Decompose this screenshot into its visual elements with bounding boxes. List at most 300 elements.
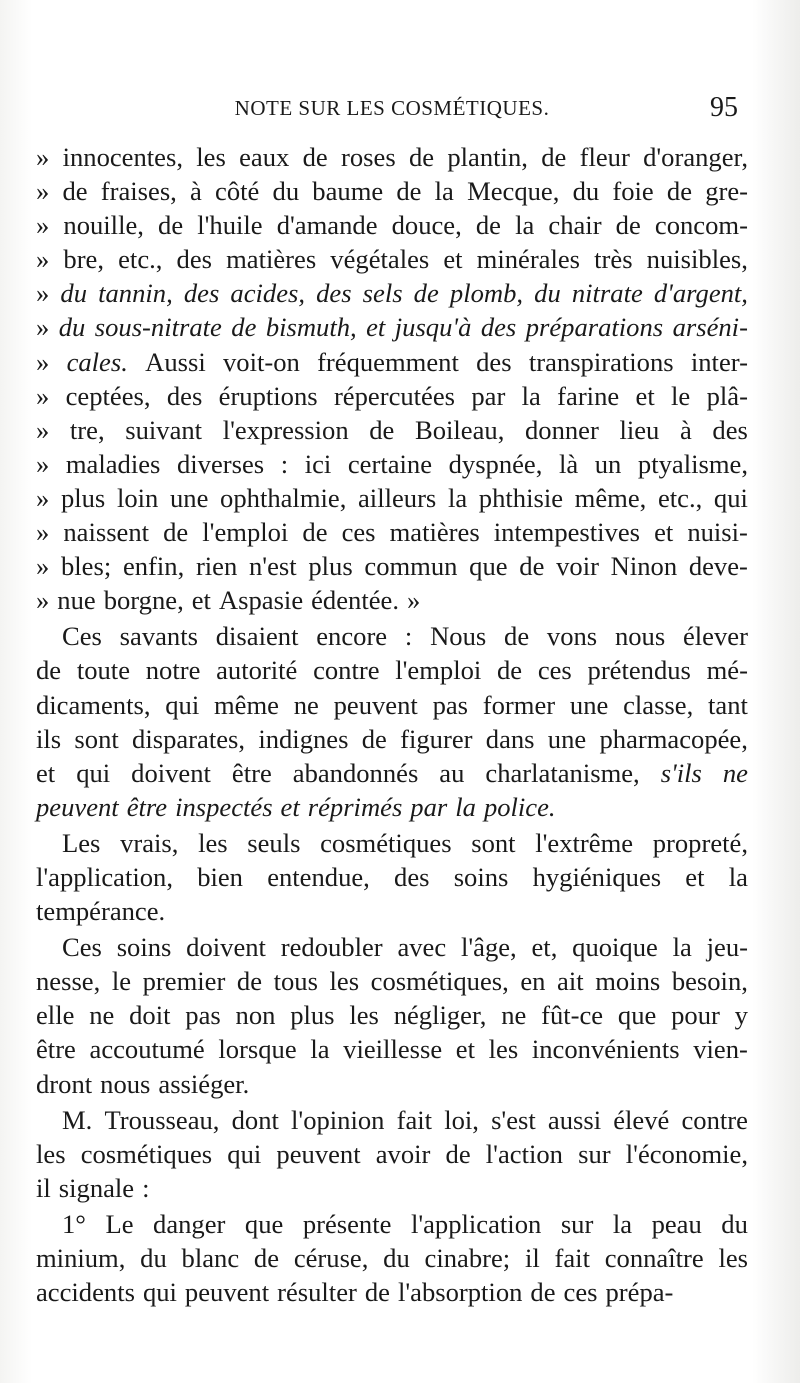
word: du: [572, 176, 600, 207]
word: accoutumé: [89, 1034, 205, 1065]
word: fait: [396, 1104, 433, 1135]
word: de: [408, 142, 435, 172]
word: de: [413, 278, 439, 309]
word: de: [62, 176, 88, 207]
word: bismuth,: [265, 312, 357, 343]
word: mé-: [706, 655, 748, 686]
word: de: [504, 621, 530, 652]
running-header: [36, 92, 748, 126]
word: un: [594, 448, 622, 479]
text-line: [36, 998, 748, 1032]
word: jusqu'à: [394, 312, 472, 343]
word: ne: [501, 1000, 527, 1031]
word: toute: [76, 655, 131, 686]
word: transpirations: [528, 346, 674, 377]
word: s'ils: [660, 757, 702, 788]
word: des: [712, 414, 748, 445]
word: peuvent: [333, 689, 418, 720]
word: non: [235, 1000, 276, 1031]
word: présente: [302, 1208, 392, 1239]
word: de: [361, 723, 387, 754]
word: plantin,: [447, 142, 528, 172]
text-line: [36, 930, 748, 964]
word: ils: [36, 723, 62, 754]
word: les: [349, 1000, 379, 1031]
text-line: [36, 1032, 748, 1066]
word: cosmétiques: [320, 827, 452, 858]
word: végétales: [330, 244, 430, 275]
word: une: [169, 482, 209, 513]
word: que: [244, 1208, 284, 1239]
word: de: [497, 655, 523, 686]
word: sont: [471, 827, 516, 858]
word: loin: [116, 482, 159, 513]
word: pharmacopée,: [599, 723, 748, 754]
text-line: [36, 345, 748, 379]
word: ces: [563, 1277, 598, 1308]
word: la: [612, 1208, 633, 1239]
word: minérales: [476, 244, 581, 275]
word: ne: [722, 757, 748, 788]
text-line: [36, 894, 748, 928]
word: même: [213, 689, 279, 720]
word: négliger,: [393, 1000, 487, 1031]
word: cales.: [66, 346, 128, 377]
word: sous-nitrate: [94, 312, 222, 343]
word: nouille,: [63, 210, 144, 241]
word: du: [58, 312, 86, 343]
word: sur: [578, 1138, 611, 1169]
word: minium,: [36, 1243, 126, 1273]
word: tempérance.: [36, 896, 166, 927]
word: roses: [341, 142, 396, 172]
word: signale: [58, 1172, 135, 1203]
word: cosmétiques: [80, 1138, 213, 1169]
word: chair: [548, 210, 602, 241]
text-line: [36, 1103, 748, 1137]
word: Le: [105, 1208, 134, 1239]
text-line: [36, 1275, 748, 1309]
word: Mecque,: [467, 176, 560, 207]
word: de: [530, 1277, 556, 1308]
text-line: [36, 413, 748, 447]
word: ptyalisme,: [637, 448, 748, 479]
word: peuvent: [36, 791, 119, 822]
word: de: [541, 142, 567, 172]
word: le: [671, 380, 691, 411]
word: »: [36, 312, 50, 343]
word: prétendus: [587, 655, 691, 686]
word: »: [36, 517, 50, 548]
word: pour: [671, 1000, 720, 1031]
word: dont: [231, 1104, 279, 1135]
word: nuisibles,: [646, 244, 748, 275]
word: assiéger.: [158, 1068, 250, 1099]
word: élever: [682, 621, 748, 652]
word: elle: [36, 1000, 75, 1031]
paragraph: [36, 1103, 748, 1205]
word: très: [594, 244, 633, 275]
page-number: 95: [710, 92, 738, 123]
word: arséni-: [672, 312, 748, 343]
running-title: NOTE SUR LES COSMÉTIQUES.: [234, 96, 550, 120]
word: Les: [62, 827, 101, 858]
word: la: [728, 861, 748, 892]
word: sont: [74, 723, 119, 754]
text-line: [36, 1207, 748, 1241]
word: nesse,: [36, 966, 101, 997]
text-line: [36, 379, 748, 413]
word: les: [198, 827, 228, 858]
word: de: [615, 210, 641, 241]
word: Nous: [430, 621, 487, 652]
text-line: [36, 549, 748, 583]
word: peau: [651, 1208, 702, 1239]
word: matières: [389, 517, 480, 548]
word: ceptées,: [65, 380, 151, 411]
word: l'absorption: [397, 1277, 523, 1308]
word: cosmétiques,: [370, 966, 509, 997]
word: entendue,: [267, 861, 370, 892]
word: la: [455, 791, 476, 822]
word: voit-on: [222, 346, 300, 377]
word: fréquemment: [317, 346, 459, 377]
word: matières: [226, 244, 317, 275]
word: à: [190, 176, 202, 207]
word: inter-: [690, 346, 748, 377]
word: autorité: [216, 655, 298, 686]
word: peuvent: [276, 1138, 361, 1169]
word: sels: [362, 278, 403, 309]
paragraph: [36, 826, 748, 928]
word: »: [36, 585, 50, 616]
word: une: [569, 689, 609, 720]
word: »: [406, 585, 421, 616]
word: inconvénients: [531, 1034, 680, 1065]
word: d'argent,: [653, 278, 748, 309]
word: gre-: [705, 176, 748, 207]
word: enfin,: [122, 551, 185, 582]
word: de: [445, 1138, 471, 1169]
word: qui: [76, 757, 111, 788]
word: préparations: [525, 312, 664, 343]
word: inspectés: [175, 791, 273, 822]
word: Ces: [62, 932, 102, 963]
word: aussi: [547, 1104, 602, 1135]
word: des: [480, 312, 517, 343]
word: farine: [557, 380, 620, 411]
word: de: [364, 1277, 390, 1308]
word: certaine: [347, 448, 433, 479]
word: plâ-: [706, 380, 748, 411]
page-body: [36, 140, 748, 1309]
word: doit: [129, 1000, 171, 1031]
text-line: [36, 174, 748, 208]
word: de: [302, 142, 328, 172]
word: l'économie,: [625, 1138, 748, 1169]
word: édentée.: [311, 585, 399, 616]
word: des: [476, 346, 512, 377]
word: la: [515, 210, 535, 241]
word: charlatanisme,: [485, 757, 640, 788]
word: doivent: [131, 757, 211, 788]
word: d'amande: [276, 210, 378, 241]
word: de: [158, 210, 184, 241]
word: baume: [312, 176, 384, 207]
word: de: [302, 517, 328, 548]
word: douce,: [391, 210, 462, 241]
word: fait: [554, 1243, 590, 1273]
word: deve-: [688, 551, 748, 582]
word: :: [404, 621, 413, 652]
word: par: [410, 791, 448, 822]
word: voir: [556, 551, 599, 582]
word: résulter: [277, 1277, 357, 1308]
word: qui: [165, 689, 200, 720]
word: indignes: [258, 723, 349, 754]
word: nue: [57, 585, 96, 616]
word: Ninon: [610, 551, 678, 582]
word: loi,: [444, 1104, 479, 1135]
word: tant: [708, 689, 748, 720]
word: n'est: [249, 551, 297, 582]
word: danger: [153, 1208, 226, 1239]
word: sur: [560, 1208, 594, 1239]
word: Boileau,: [414, 414, 505, 445]
word: »: [36, 551, 50, 582]
word: naissent: [63, 517, 150, 548]
word: »: [36, 244, 50, 275]
word: du: [140, 1243, 167, 1273]
word: hygiéniques: [532, 861, 662, 892]
word: du: [721, 1208, 748, 1239]
word: former: [482, 689, 556, 720]
word: même,: [574, 482, 647, 513]
text-line: [36, 481, 748, 515]
word: ces: [341, 517, 376, 548]
word: par: [471, 380, 506, 411]
word: »: [36, 142, 50, 172]
word: ne: [293, 689, 319, 720]
word: élevé: [613, 1104, 670, 1135]
paragraph: [36, 930, 748, 1100]
word: du: [383, 1243, 410, 1273]
text-line: [36, 722, 748, 756]
word: Trousseau,: [104, 1104, 220, 1135]
word: là: [558, 448, 579, 479]
word: de: [236, 966, 263, 997]
word: vons: [546, 621, 598, 652]
word: police.: [483, 791, 556, 822]
word: premier: [142, 966, 226, 997]
word: suivant: [125, 414, 203, 445]
word: de: [475, 210, 501, 241]
word: que: [617, 1000, 657, 1031]
word: acides,: [230, 278, 305, 309]
word: quoique: [572, 932, 658, 963]
word: qui: [227, 1138, 262, 1169]
word: Aspasie: [218, 585, 304, 616]
word: figurer: [400, 723, 473, 754]
word: rien: [195, 551, 238, 582]
word: l'emploi: [395, 655, 482, 686]
word: nous: [614, 621, 666, 652]
word: les: [329, 966, 360, 997]
word: »: [36, 448, 50, 479]
word: en: [520, 966, 546, 997]
text-line: [36, 447, 748, 481]
text-line: [36, 826, 748, 860]
word: »: [36, 346, 50, 377]
word: une: [547, 723, 587, 754]
text-line: [36, 276, 748, 310]
word: encore: [316, 621, 388, 652]
word: savants: [119, 621, 198, 652]
word: qui: [713, 482, 748, 513]
word: plus: [308, 551, 353, 582]
word: des: [183, 278, 220, 309]
word: etc.,: [657, 482, 703, 513]
word: l'application: [410, 1208, 542, 1239]
word: lieu: [619, 414, 660, 445]
word: eaux: [239, 142, 290, 172]
word: M.: [62, 1104, 93, 1135]
text-line: [36, 310, 748, 344]
word: et: [280, 791, 300, 822]
paragraph: [36, 1207, 748, 1309]
word: contre: [681, 1104, 748, 1135]
word: diverses: [176, 448, 265, 479]
word: de: [666, 176, 692, 207]
word: intempestives: [493, 517, 640, 548]
word: blanc: [181, 1243, 240, 1273]
word: l'expression: [222, 414, 349, 445]
paragraph: [36, 140, 748, 617]
word: la: [310, 1034, 330, 1065]
word: soins: [116, 932, 172, 963]
word: des: [316, 278, 352, 309]
word: à: [679, 414, 692, 445]
word: lorsque: [218, 1034, 297, 1065]
word: au: [439, 757, 465, 788]
word: côté: [215, 176, 260, 207]
word: et: [36, 757, 56, 788]
word: vien-: [693, 1034, 748, 1065]
word: et: [443, 244, 463, 275]
word: de: [163, 517, 189, 548]
word: les: [488, 1034, 519, 1065]
word: d'oranger,: [643, 142, 748, 172]
word: »: [36, 482, 50, 513]
text-line: [36, 1067, 748, 1101]
word: l'application,: [36, 861, 173, 892]
word: Aussi: [145, 346, 206, 377]
word: de: [36, 655, 62, 686]
word: être: [36, 1034, 76, 1065]
word: ces: [537, 655, 572, 686]
word: prépa-: [605, 1277, 674, 1308]
word: du: [272, 176, 300, 207]
text-line: [36, 619, 748, 653]
word: fraises,: [100, 176, 177, 207]
word: besoin,: [671, 966, 748, 997]
word: réprimés: [307, 791, 403, 822]
word: et,: [531, 932, 558, 963]
word: les: [718, 1243, 748, 1273]
word: fleur: [579, 142, 630, 172]
word: de: [231, 312, 257, 343]
word: concom-: [654, 210, 748, 241]
word: dans: [485, 723, 535, 754]
word: contre: [313, 655, 380, 686]
word: maladies: [65, 448, 161, 479]
word: bles;: [61, 551, 112, 582]
word: doivent: [186, 932, 266, 963]
text-line: [36, 1241, 748, 1275]
word: bien: [197, 861, 243, 892]
word: soins: [453, 861, 509, 892]
word: 1°: [62, 1208, 86, 1239]
word: vieillesse: [343, 1034, 443, 1065]
word: la: [521, 380, 541, 411]
word: des: [166, 380, 203, 411]
word: et: [366, 312, 386, 343]
word: l'emploi: [202, 517, 289, 548]
word: ailleurs: [358, 482, 437, 513]
word: ophthalmie,: [220, 482, 347, 513]
text-line: [36, 1171, 748, 1205]
word: et: [685, 861, 705, 892]
word: plomb,: [449, 278, 524, 309]
text-line: [36, 688, 748, 722]
word: des: [176, 244, 212, 275]
word: que: [469, 551, 508, 582]
word: bre,: [63, 244, 105, 275]
word: il: [524, 1243, 540, 1273]
text-line: [36, 242, 748, 276]
word: commun: [364, 551, 458, 582]
word: qui: [142, 1277, 177, 1308]
word: plus: [290, 1000, 335, 1031]
word: de: [396, 176, 422, 207]
word: les: [196, 142, 226, 172]
word: ait: [557, 966, 584, 997]
word: moins: [595, 966, 661, 997]
word: connaître: [604, 1243, 704, 1273]
word: tre,: [69, 414, 105, 445]
word: classe,: [623, 689, 694, 720]
word: tous: [273, 966, 318, 997]
paragraph: [36, 619, 748, 824]
word: :: [280, 448, 289, 479]
word: du: [60, 278, 87, 309]
word: céruse,: [293, 1243, 369, 1273]
word: dicaments,: [36, 689, 151, 720]
word: et: [654, 517, 674, 548]
word: plus: [60, 482, 106, 513]
word: du: [534, 278, 561, 309]
word: répercutées: [333, 380, 456, 411]
word: donner: [524, 414, 599, 445]
word: dyspnée,: [448, 448, 543, 479]
word: des: [394, 861, 430, 892]
word: nitrate: [571, 278, 643, 309]
word: disparates,: [132, 723, 246, 754]
word: dront: [36, 1068, 93, 1099]
word: foie: [612, 176, 654, 207]
word: les: [36, 1138, 66, 1169]
word: pas: [185, 1000, 221, 1031]
